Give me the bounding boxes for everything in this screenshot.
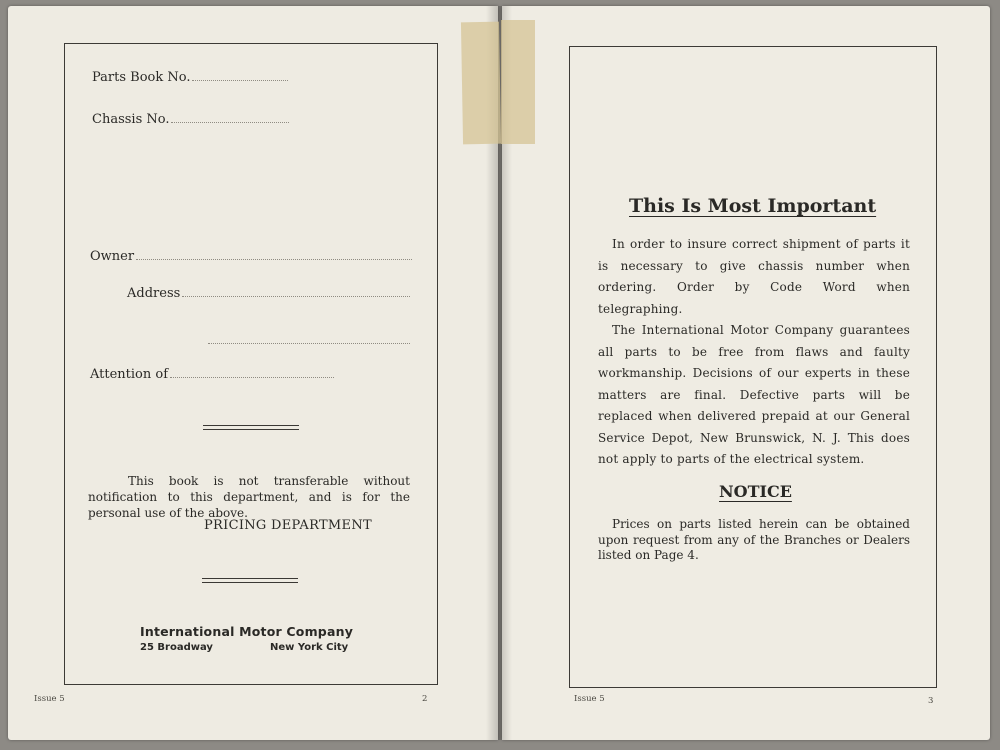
left-page xyxy=(8,6,498,740)
attention-of-line xyxy=(170,376,334,378)
notice-text: Prices on parts listed herein can be obtained upon request from any of the Branches or Dealers listed on Page 4. xyxy=(598,517,910,562)
attention-of-label: Attention of xyxy=(90,367,169,382)
left-footer-issue: Issue 5 xyxy=(34,694,65,704)
shipment-paragraph: In order to insure correct shipment of parts it is necessary to give chassis number when ordering. Order by Code Word when telegraphing. xyxy=(598,237,910,316)
owner-field xyxy=(90,249,412,264)
double-rule-divider xyxy=(203,425,299,430)
address-label: Address xyxy=(127,286,181,301)
parts-book-no-label: Parts Book No. xyxy=(92,70,191,85)
parts-book-no-field xyxy=(92,70,288,85)
pricing-department: PRICING DEPARTMENT xyxy=(204,518,372,533)
company-name: International Motor Company xyxy=(140,624,354,639)
chassis-no-line xyxy=(171,121,289,123)
tape-strip-right xyxy=(501,20,535,144)
right-page xyxy=(502,6,990,740)
chassis-no-label: Chassis No. xyxy=(92,112,170,127)
owner-label: Owner xyxy=(90,249,135,264)
parts-book-no-line xyxy=(192,79,288,81)
double-rule-divider-2 xyxy=(202,578,298,583)
guarantee-paragraph: The International Motor Company guarantees all parts to be free from flaws and faulty workmanship. Decisions of our experts in these matters are final. Defective parts will be replaced when delivered prepaid at our General Service Depot, New Brunswick, N. J. This does not apply to parts of the electrical system. xyxy=(598,323,910,466)
important-heading: This Is Most Important xyxy=(629,195,877,217)
important-body xyxy=(598,234,910,471)
address-line xyxy=(182,295,410,297)
address-line-2 xyxy=(208,342,410,344)
right-footer-issue: Issue 5 xyxy=(574,694,605,704)
tape-strip-left xyxy=(461,22,501,145)
left-page-number: 2 xyxy=(422,694,428,704)
address-field xyxy=(127,286,410,301)
notice-heading: NOTICE xyxy=(719,482,792,501)
company-city: New York City xyxy=(270,642,349,653)
right-page-number: 3 xyxy=(928,696,934,706)
attention-of-field xyxy=(90,367,334,382)
chassis-no-field xyxy=(92,112,289,127)
company-street: 25 Broadway xyxy=(140,642,213,653)
owner-line xyxy=(136,258,412,260)
left-page-border xyxy=(64,43,438,685)
transfer-notice: This book is not transferable without notification to this department, and is for the personal use of the above. xyxy=(88,474,410,520)
